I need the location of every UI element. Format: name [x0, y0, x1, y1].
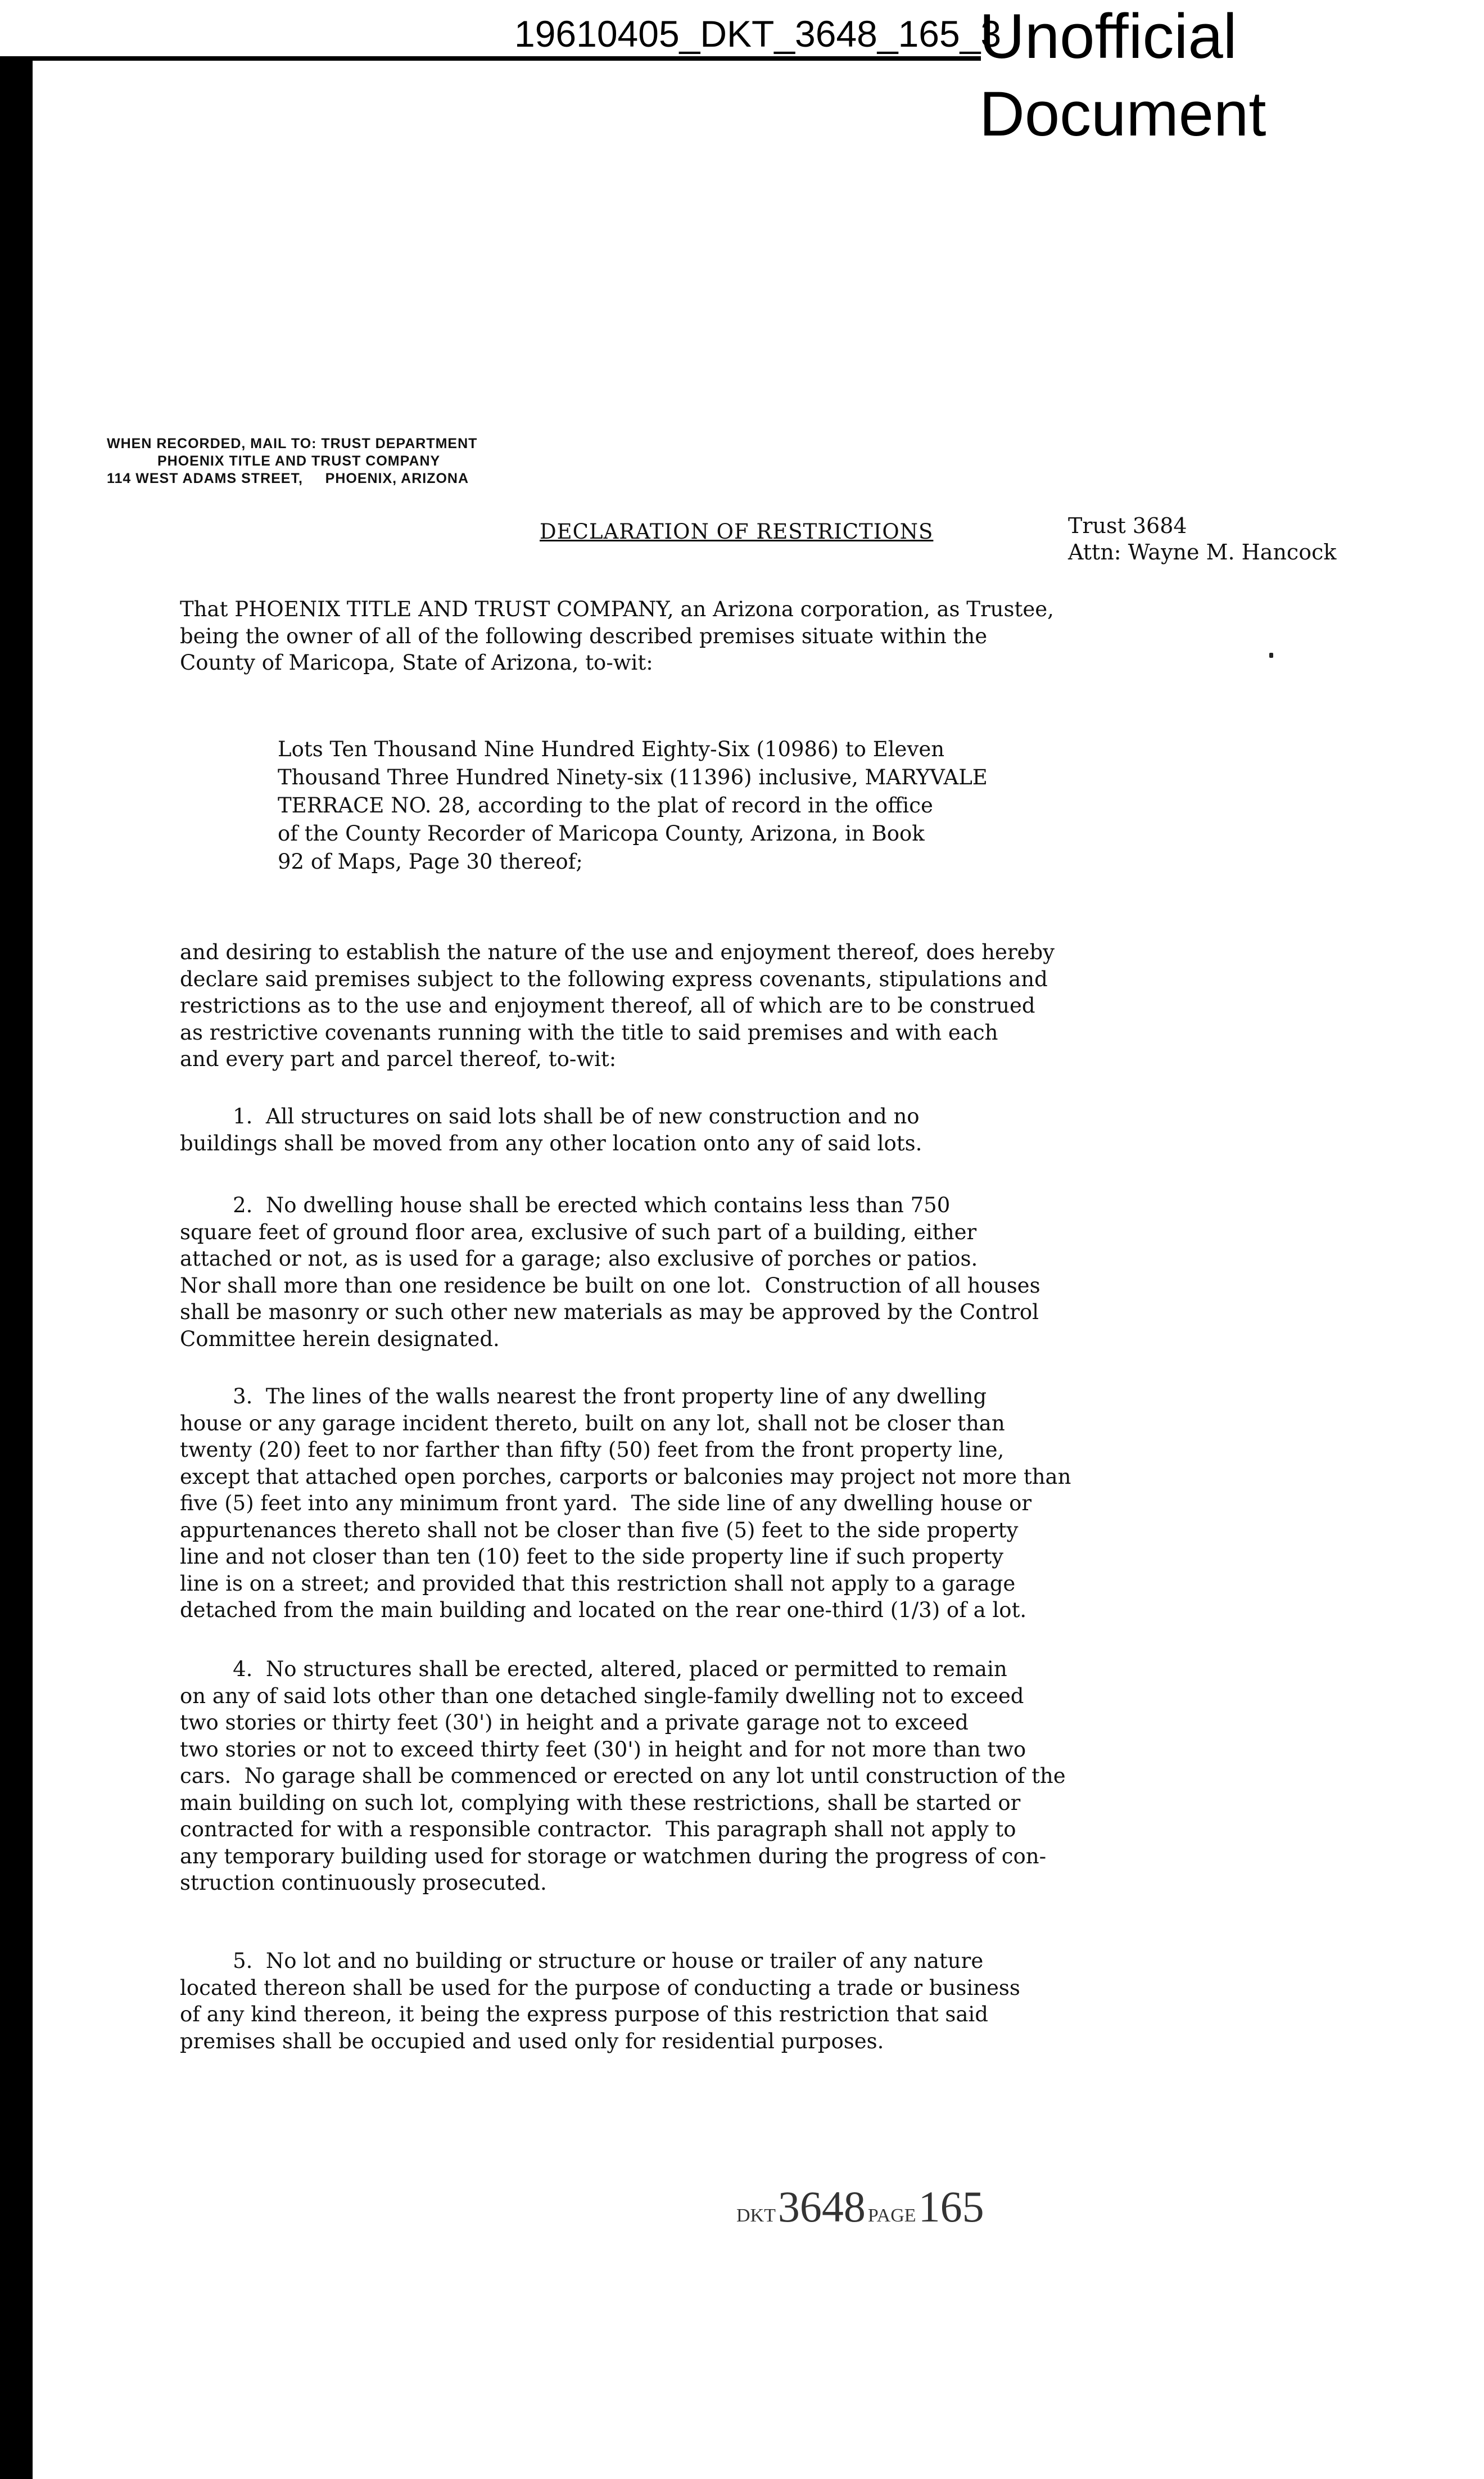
restriction-4: 4. No structures shall be erected, altered, placed or permitted to remain on any of said lots other than one detached single-family dwelling not to exceed two stories or thirty feet (30') in height and a private garage not to exceed two stories or not to exceed thirty feet (30') in height and for not more than two cars. No garage shall be commenced or erected on any lot until construction of the main building on such lot, complying with these restrictions, shall be started or contracted for with a responsible contractor. This paragraph shall not apply to any temporary building used for storage or watchmen during the progress of con- struction continuously prosecuted. [180, 1657, 1066, 1895]
return-address-line3: 114 WEST ADAMS STREET, PHOENIX, ARIZONA [107, 471, 469, 486]
lots-description: Lots Ten Thousand Nine Hundred Eighty-Six (10986) to Eleven Thousand Three Hundred Ninety-six (11396) inclusive, MARYVALE TERRACE NO. 28, according to the plat of record in the office of the County Recorder of Maricopa County, Arizona, in Book 92 of Maps, Page 30 thereof; [278, 737, 988, 874]
restriction-3: 3. The lines of the walls nearest the front property line of any dwelling house or any garage incident thereto, built on any lot, shall not be closer than twenty (20) feet to nor farther than fifty (50) feet from the front property line, except that attached open porches, carports or balconies may project not more than five (5) feet into any minimum front yard. The side line of any dwelling house or appurtenances thereto shall not be closer than five (5) feet to the side property line and not closer than ten (10) feet to the side property line if such property line is on a street; and provided that this restriction shall not apply to a garage detached from the main building and located on the rear one-third (1/3) of a lot. [180, 1384, 1071, 1622]
restriction-2: 2. No dwelling house shall be erected which contains less than 750 square feet of ground floor area, exclusive of such part of a building, either attached or not, as is used for a garage; also exclusive of porches or patios. Nor shall more than one residence be built on one lot. Construction of all houses shall be masonry or such other new materials as may be approved by the Control Committee herein designated. [180, 1193, 1040, 1351]
restriction-5: 5. No lot and no building or structure or house or trailer of any nature located thereon shall be used for the purpose of conducting a trade or business of any kind thereon, it being the express purpose of this restriction that said premises shall be occupied and used only for residential purposes. [180, 1949, 1020, 2053]
ink-speck [1269, 653, 1273, 658]
return-address-line1: WHEN RECORDED, MAIL TO: TRUST DEPARTMENT [107, 436, 478, 451]
docket-label: DKT [736, 2205, 776, 2226]
page-label: PAGE [867, 2205, 916, 2226]
watermark-line1: Unofficial [979, 1, 1237, 71]
trust-number: Trust 3684 [1068, 513, 1187, 538]
watermark-line2: Document [979, 79, 1266, 149]
docket-number: 3648 [777, 2182, 866, 2231]
scan-edge-top [0, 56, 981, 61]
trust-attn: Attn: Wayne M. Hancock [1068, 540, 1337, 565]
document-id: 19610405_DKT_3648_165_3 [514, 13, 1002, 55]
restriction-1: 1. All structures on said lots shall be of new construction and no buildings shall be moved from any other location onto any of said lots. [180, 1104, 922, 1155]
declaration-paragraph: and desiring to establish the nature of the use and enjoyment thereof, does hereby declare said premises subject to the following express covenants, stipulations and restrictions as to the use and enjoyment thereof, all of which are to be construed as restrictive covenants running with the title to said premises and with each and every part and parcel thereof, to-wit: [180, 940, 1055, 1071]
return-address-line2: PHOENIX TITLE AND TRUST COMPANY [157, 453, 441, 469]
trust-block [1068, 513, 1336, 566]
intro-paragraph: That PHOENIX TITLE AND TRUST COMPANY, an Arizona corporation, as Trustee, being the owner of all of the following described premises situate within the County of Maricopa, State of Arizona, to-wit: [180, 597, 1054, 675]
page-number: 165 [918, 2182, 984, 2231]
document-title: DECLARATION OF RESTRICTIONS [540, 520, 934, 544]
return-address [107, 435, 477, 487]
docket-page-stamp [736, 2182, 984, 2232]
scan-edge-left [0, 56, 33, 2479]
